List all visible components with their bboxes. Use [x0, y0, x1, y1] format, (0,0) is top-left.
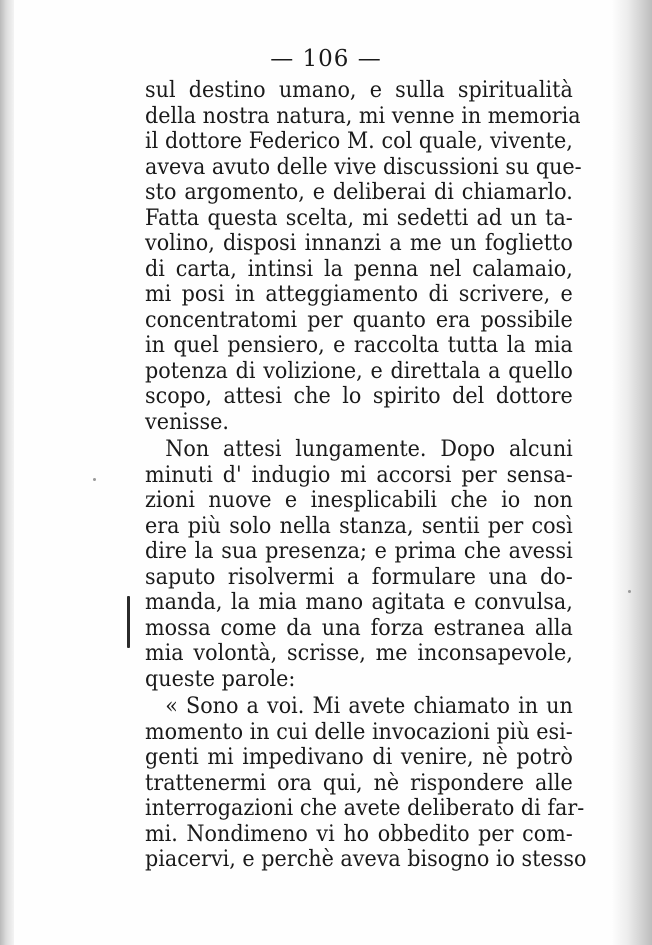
- margin-pencil-mark: [127, 596, 130, 648]
- text-line: Non attesi lungamente. Dopo alcuni: [165, 436, 573, 462]
- text-line: mossa come da una forza estranea alla: [145, 614, 573, 641]
- text-line: minuti d' indugio mi accorsi per sensa-: [145, 461, 573, 488]
- text-line: queste parole:: [145, 665, 296, 692]
- text-line: sto argomento, e deliberai di chiamarlo.: [145, 179, 573, 205]
- text-line: era più solo nella stanza, sentii per così: [145, 512, 573, 539]
- text-line: Fatta questa scelta, mi sedetti ad un ta-: [145, 204, 573, 231]
- margin-speck: [628, 590, 631, 593]
- text-line: saputo risolvermi a formulare una do-: [145, 563, 573, 590]
- text-line: genti mi impedivano di venire, nè potrò: [145, 744, 573, 770]
- text-line: manda, la mia mano agitata e convulsa,: [145, 589, 573, 615]
- text-line: venisse.: [145, 408, 229, 435]
- text-line: mia volontà, scrisse, me inconsapevole,: [145, 640, 573, 666]
- text-line: zioni nuove e inesplicabili che io non: [145, 487, 573, 513]
- text-line: mi. Nondimeno vi ho obbedito per com-: [145, 820, 573, 847]
- body-text: [145, 77, 587, 873]
- text-line: scopo, attesi che lo spirito del dottore: [145, 383, 573, 409]
- page-gutter-left: [0, 0, 14, 945]
- text-line: il dottore Federico M. col quale, vivente,: [145, 128, 573, 154]
- text-line: aveva avuto delle vive discussioni su que-: [145, 153, 582, 180]
- page-edge-right: [612, 0, 652, 945]
- text-line: piacervi, e perchè aveva bisogno io stesso: [145, 846, 587, 872]
- text-line: potenza di volizione, e direttala a quello: [145, 357, 573, 384]
- text-line: trattenermi ora qui, nè rispondere alle: [145, 769, 573, 796]
- text-line: sul destino umano, e sulla spiritualità: [145, 77, 573, 103]
- text-line: di carta, intinsi la penna nel calamaio,: [145, 255, 573, 282]
- text-line: in quel pensiero, e raccolta tutta la mia: [145, 332, 573, 358]
- text-line: « Sono a voi. Mi avete chiamato in un: [165, 693, 573, 719]
- text-line: mi posi in atteggiamento di scrivere, e: [145, 281, 573, 307]
- text-line: concentratomi per quanto era possibile: [145, 306, 573, 333]
- page-number: — 106 —: [270, 46, 382, 72]
- text-line: della nostra natura, mi venne in memoria: [145, 102, 581, 129]
- text-line: dire la sua presenza; e prima che avessi: [145, 538, 573, 564]
- text-line: volino, disposi innanzi a me un foglietto: [145, 230, 573, 256]
- margin-speck: [93, 478, 96, 481]
- text-line: interrogazioni che avete deliberato di far-: [145, 795, 585, 821]
- text-line: momento in cui delle invocazioni più esi-: [145, 718, 573, 745]
